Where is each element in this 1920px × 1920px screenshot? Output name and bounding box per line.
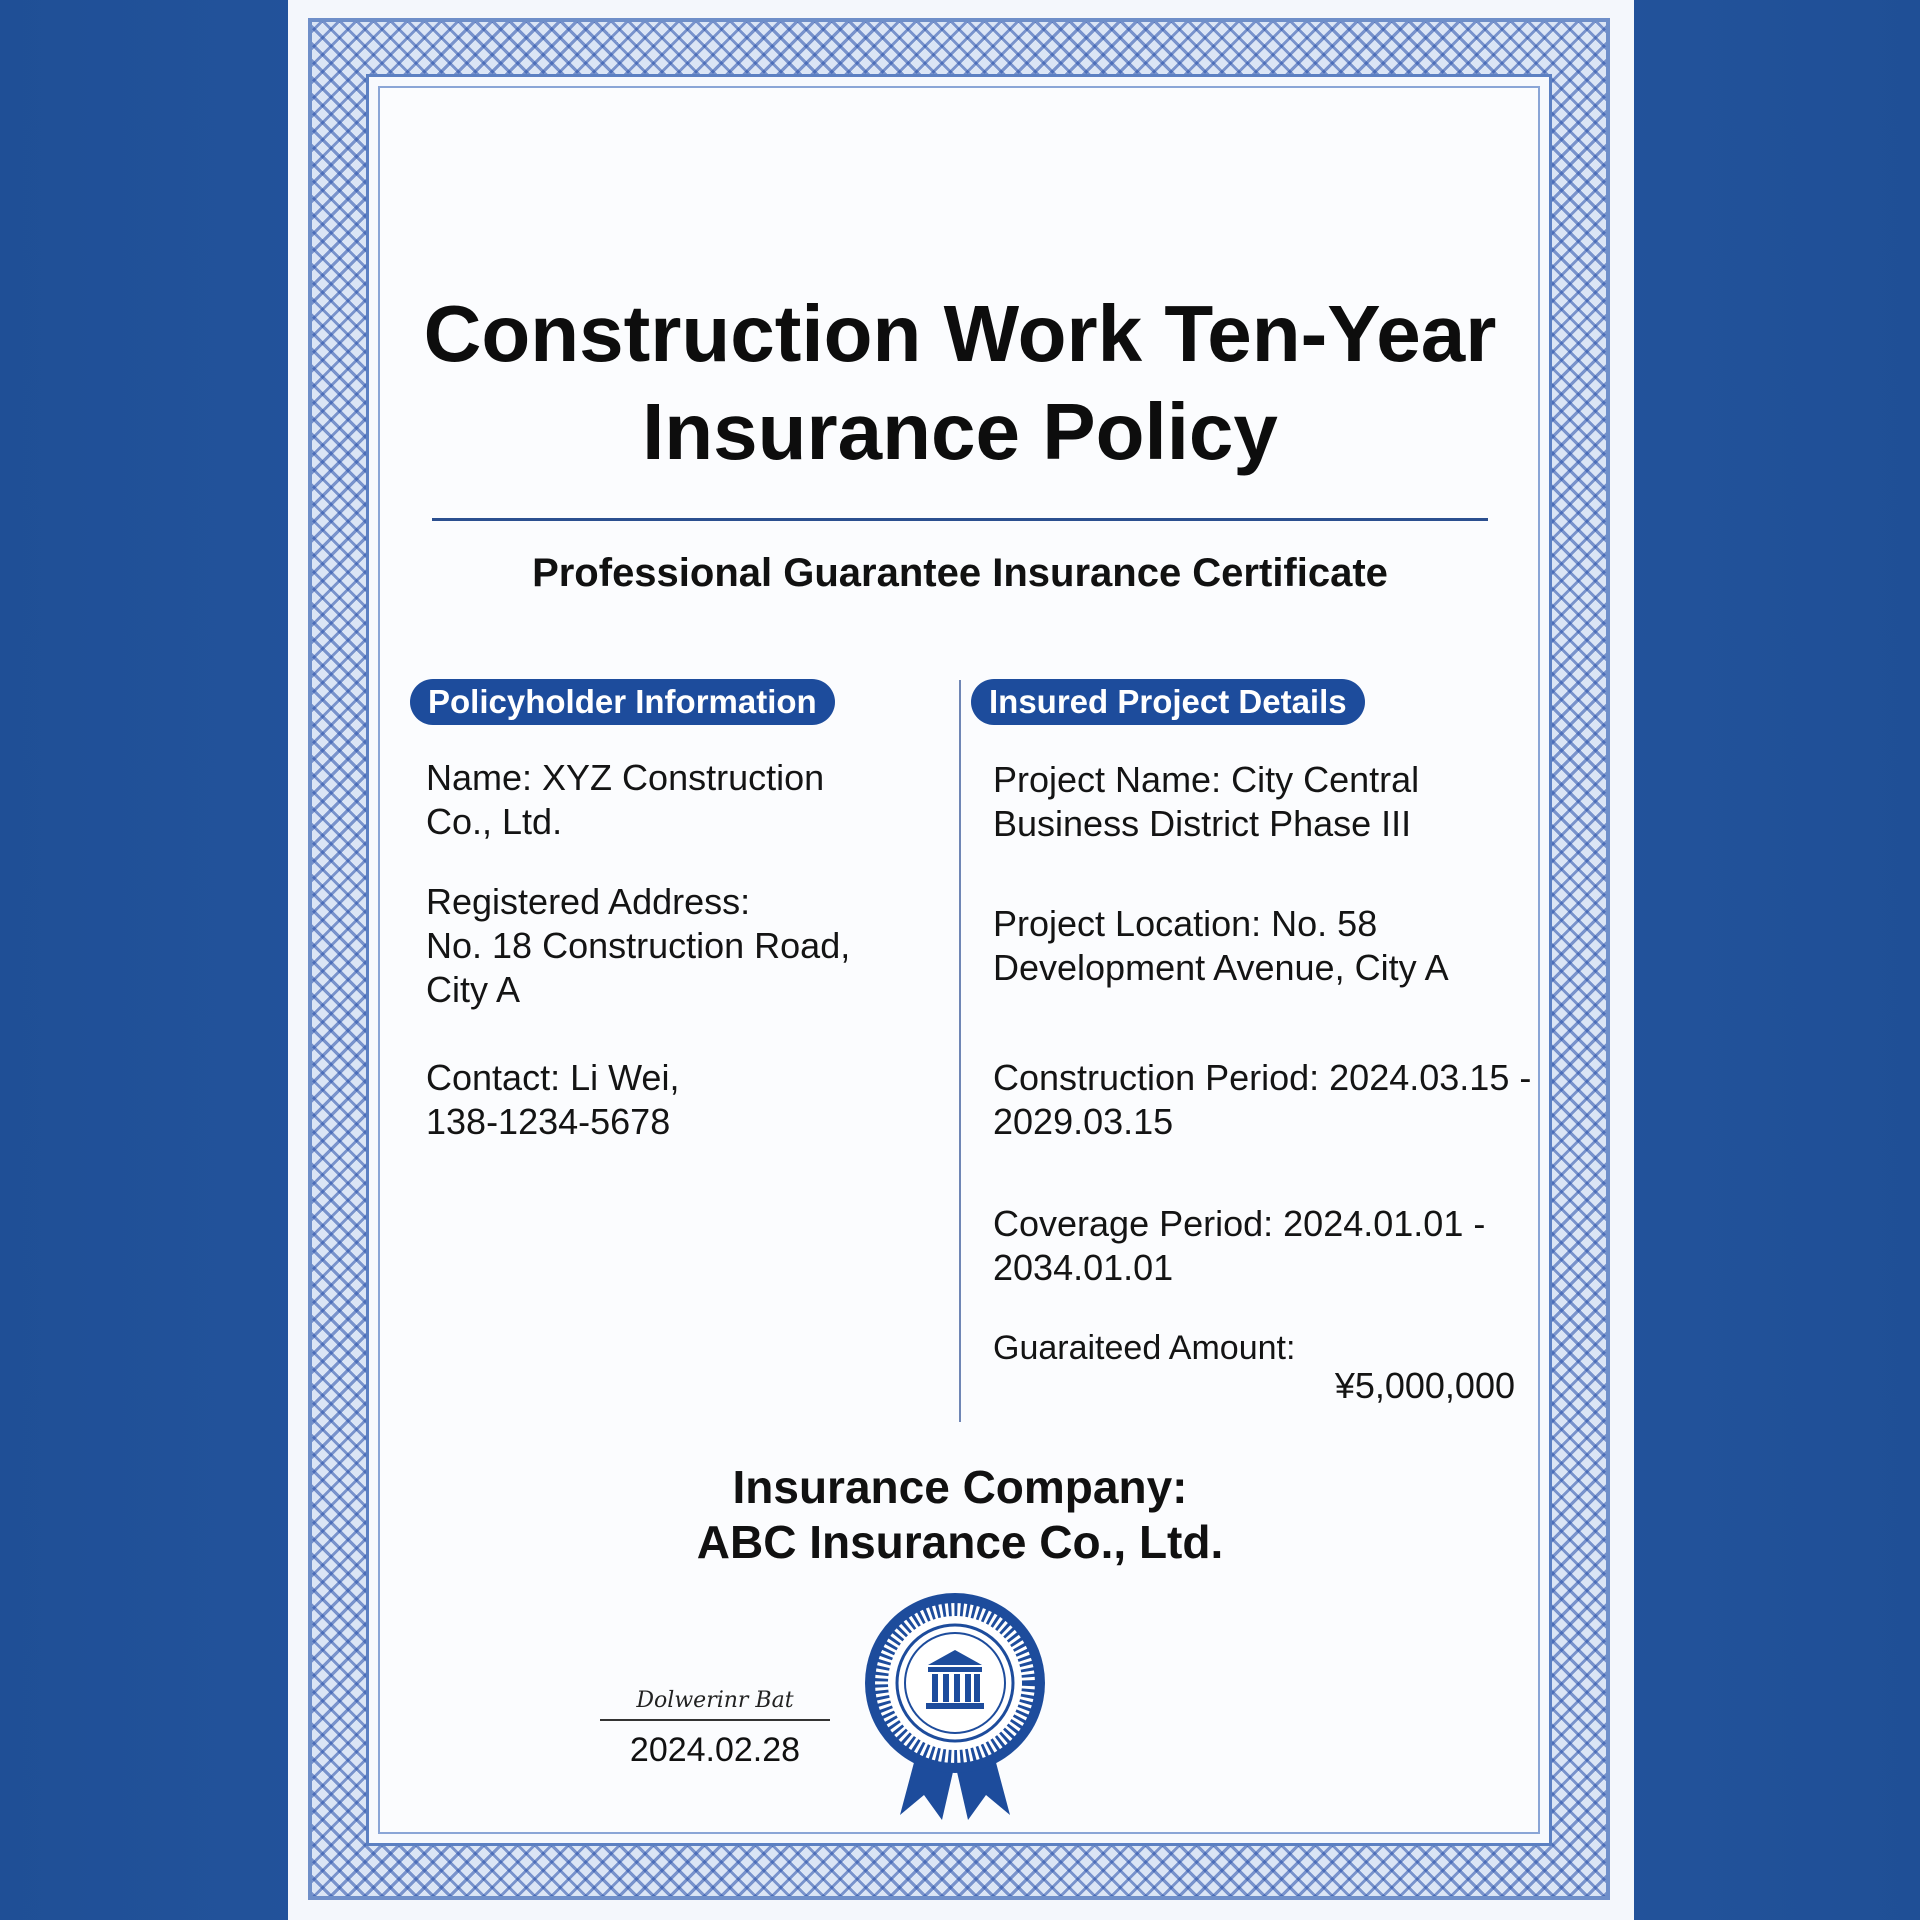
insurance-company-label: Insurance Company:: [732, 1461, 1188, 1513]
title-divider: [432, 518, 1488, 521]
coverage-period: Coverage Period: 2024.01.01 - 2034.01.01: [993, 1203, 1486, 1288]
signature-line: [600, 1719, 830, 1721]
signature-block: [600, 1688, 830, 1770]
page-title: Construction Work Ten-Year Insurance Policy: [423, 289, 1497, 476]
guaranteed-amount-label: Guaraiteed Amount:: [993, 1329, 1296, 1367]
project-location: Project Location: No. 58 Development Avenue, City A: [993, 903, 1449, 988]
policyholder-contact: Contact: Li Wei, 138-1234-5678: [426, 1057, 680, 1142]
policyholder-address: Registered Address: No. 18 Construction Road, City A: [426, 881, 851, 1010]
signature-date: 2024.02.28: [629, 1731, 801, 1769]
certificate-subtitle: Professional Guarantee Insurance Certificate: [532, 551, 1388, 595]
column-divider: [959, 680, 961, 1422]
policyholder-name: Name: XYZ Construction Co., Ltd.: [426, 757, 825, 842]
insurance-company: [380, 1460, 1540, 1570]
signature-name: Dolwerinr Bat: [636, 1688, 794, 1713]
insurance-seal-icon: [862, 1590, 1048, 1822]
project-heading: Insured Project Details: [971, 679, 1365, 725]
policyholder-heading: Policyholder Information: [410, 679, 835, 725]
guaranteed-amount-value: ¥5,000,000: [1334, 1365, 1515, 1406]
project-name: Project Name: City Central Business District Phase III: [993, 759, 1420, 844]
construction-period: Construction Period: 2024.03.15 - 2029.03.15: [993, 1057, 1532, 1142]
insurance-company-name: ABC Insurance Co., Ltd.: [696, 1516, 1224, 1568]
